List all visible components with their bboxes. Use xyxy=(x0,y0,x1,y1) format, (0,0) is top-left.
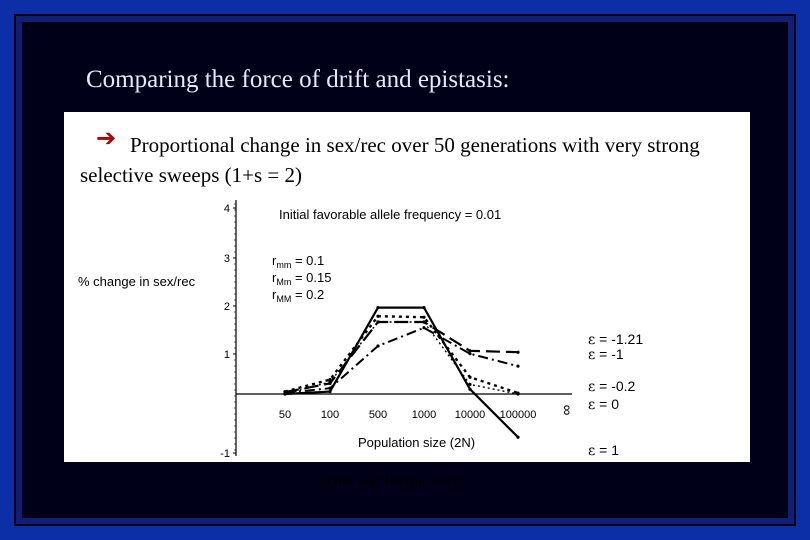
x-tick-label: 50 xyxy=(278,409,292,421)
param-line: $r_{MM} = 0.2$ xyxy=(272,287,325,304)
data-point xyxy=(516,436,519,439)
citation-authors: Otto and Barton 2001 xyxy=(327,474,460,490)
data-point xyxy=(468,349,471,352)
citation-close: ) xyxy=(459,474,465,490)
x-tick-label: ∞ xyxy=(558,404,575,416)
y-tick-label: 1 xyxy=(223,349,230,361)
data-point xyxy=(376,306,379,309)
data-point xyxy=(328,390,331,393)
data-point xyxy=(422,316,425,319)
data-point xyxy=(283,392,286,395)
x-tick-label: 10000 xyxy=(454,409,486,421)
param-line: $r_{Mm} = 0.15$ xyxy=(272,270,332,287)
data-point xyxy=(516,351,519,354)
param-block xyxy=(272,253,331,304)
y-ticks xyxy=(220,203,236,460)
y-tick-label: -1 xyxy=(220,448,230,460)
x-axis-label: Population size (2N) xyxy=(358,435,476,450)
data-point xyxy=(328,380,331,383)
legend xyxy=(588,331,643,459)
citation xyxy=(322,474,464,491)
y-tick-label: 4 xyxy=(223,203,230,215)
legend-entry: ε = 0 xyxy=(588,396,620,413)
legend-entry: ε = 1 xyxy=(588,442,620,459)
bullet-text: Proportional change in sex/rec over 50 generations with very strong selective sweeps (1+s = 2) xyxy=(80,133,700,187)
legend-entry: ε = -0.2 xyxy=(588,378,636,395)
series-line xyxy=(285,316,518,393)
x-ticks xyxy=(279,404,575,421)
data-point xyxy=(422,326,425,329)
legend-entry: ε = -1 xyxy=(588,346,624,363)
data-point xyxy=(468,352,471,355)
data-point xyxy=(516,392,519,395)
data-point xyxy=(516,365,519,368)
citation-open: ( xyxy=(322,474,327,490)
x-tick-label: 1000 xyxy=(411,409,437,421)
data-point xyxy=(376,315,379,318)
data-point xyxy=(376,320,379,323)
y-tick-label: 2 xyxy=(223,301,230,313)
slide-title: Comparing the force of drift and epistasis: xyxy=(86,66,510,93)
chart-title: Initial favorable allele frequency = 0.01 xyxy=(279,207,502,222)
y-tick-label: 3 xyxy=(223,253,230,265)
data-point xyxy=(422,306,425,309)
x-tick-label: 500 xyxy=(368,409,388,421)
data-point xyxy=(376,344,379,347)
data-point xyxy=(422,320,425,323)
x-tick-label: 100000 xyxy=(499,409,537,421)
legend-entry: ε = -1.21 xyxy=(588,331,644,348)
right-arrow-icon: ➔ xyxy=(96,124,117,152)
data-point xyxy=(468,376,471,379)
x-tick-label: 100 xyxy=(320,409,340,421)
y-axis-label: % change in sex/rec xyxy=(78,274,196,289)
data-point xyxy=(468,388,471,391)
param-line: $r_{mm} = 0.1$ xyxy=(272,253,325,270)
